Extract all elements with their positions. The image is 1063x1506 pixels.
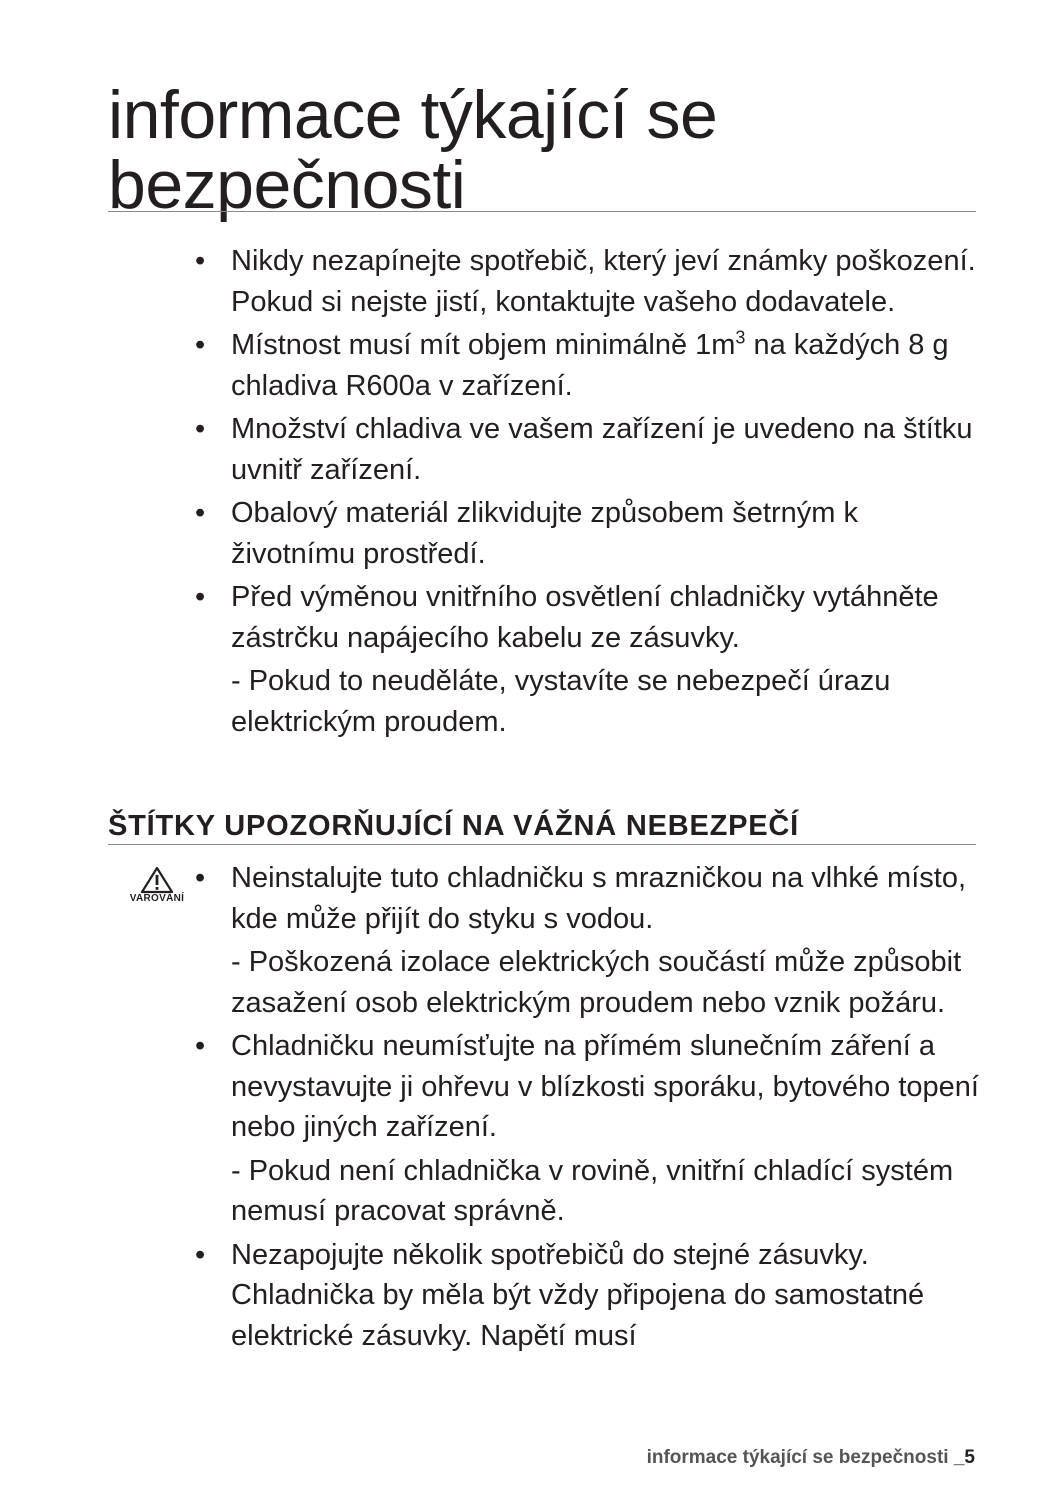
warning-label: VAROVÁNÍ bbox=[129, 893, 185, 904]
list-item bbox=[195, 577, 985, 742]
safety-list-warnings bbox=[195, 858, 985, 1359]
list-item bbox=[195, 858, 985, 1023]
list-item-note: - Pokud není chladnička v rovině, vnitřní chladící systém nemusí pracovat správně. bbox=[231, 1154, 954, 1227]
footer-title: informace týkající se bezpečnosti bbox=[646, 1447, 949, 1468]
list-item-text bbox=[231, 325, 985, 406]
list-item bbox=[195, 325, 985, 406]
bullet-mark: • bbox=[195, 581, 206, 613]
list-item-note: - Pokud to neuděláte, vystavíte se nebezpečí úrazu elektrickým proudem. bbox=[231, 665, 891, 738]
bullet-mark: • bbox=[195, 413, 206, 445]
bullet-mark: • bbox=[195, 245, 206, 277]
title-divider bbox=[108, 211, 976, 212]
page-number: _5 bbox=[948, 1447, 975, 1468]
page-footer bbox=[647, 1447, 975, 1469]
bullet-mark: • bbox=[195, 329, 206, 361]
list-item-text: Množství chladiva ve vašem zařízení je uvedeno na štítku uvnitř zařízení. bbox=[231, 413, 973, 486]
list-item bbox=[195, 493, 985, 574]
bullet-mark: • bbox=[195, 1030, 206, 1062]
page-title: informace týkající se bezpečnosti bbox=[108, 77, 718, 223]
list-item bbox=[195, 409, 985, 490]
superscript: 3 bbox=[735, 327, 746, 348]
list-item bbox=[195, 1026, 985, 1232]
list-item-text-part: Místnost musí mít objem minimálně 1m bbox=[231, 329, 736, 361]
list-item-text: Obalový materiál zlikvidujte způsobem šetrným k životnímu prostředí. bbox=[231, 497, 858, 570]
list-item-text: Chladničku neumísťujte na přímém slunečním záření a nevystavujte ji ohřevu v blízkosti sporáku, bytového topení nebo jiných zařízení. bbox=[231, 1030, 979, 1143]
list-item bbox=[195, 1235, 985, 1357]
section-heading: ŠTÍTKY UPOZORŇUJÍCÍ NA VÁŽNÁ NEBEZPEČÍ bbox=[108, 810, 800, 842]
safety-list-general bbox=[195, 241, 985, 745]
list-item bbox=[195, 241, 985, 322]
bullet-mark: • bbox=[195, 862, 206, 894]
section-divider bbox=[108, 844, 976, 845]
list-item-text: Před výměnou vnitřního osvětlení chladničky vytáhněte zástrčku napájecího kabelu ze zásuvky. bbox=[231, 581, 939, 654]
list-item-text-part: na každých 8 g chladiva R600a v zařízení. bbox=[231, 329, 949, 402]
list-item-note: - Poškozená izolace elektrických součástí může způsobit zasažení osob elektrickým proudem nebo vznik požáru. bbox=[231, 946, 962, 1019]
list-item-text: Nezapojujte několik spotřebičů do stejné zásuvky. Chladnička by měla být vždy připojena do samostatné elektrické zásuvky. Napětí musí bbox=[231, 1238, 925, 1352]
list-item-text: Neinstalujte tuto chladničku s mrazničkou na vlhké místo, kde může přijít do styku s vodou. bbox=[231, 862, 967, 935]
warning-triangle-icon bbox=[140, 866, 174, 894]
list-item-text: Nikdy nezapínejte spotřebič, který jeví známky poškození. Pokud si nejste jistí, kontaktujte vašeho dodavatele. bbox=[231, 245, 976, 318]
warning-badge bbox=[118, 866, 196, 904]
bullet-mark: • bbox=[195, 1238, 206, 1271]
bullet-mark: • bbox=[195, 497, 206, 529]
